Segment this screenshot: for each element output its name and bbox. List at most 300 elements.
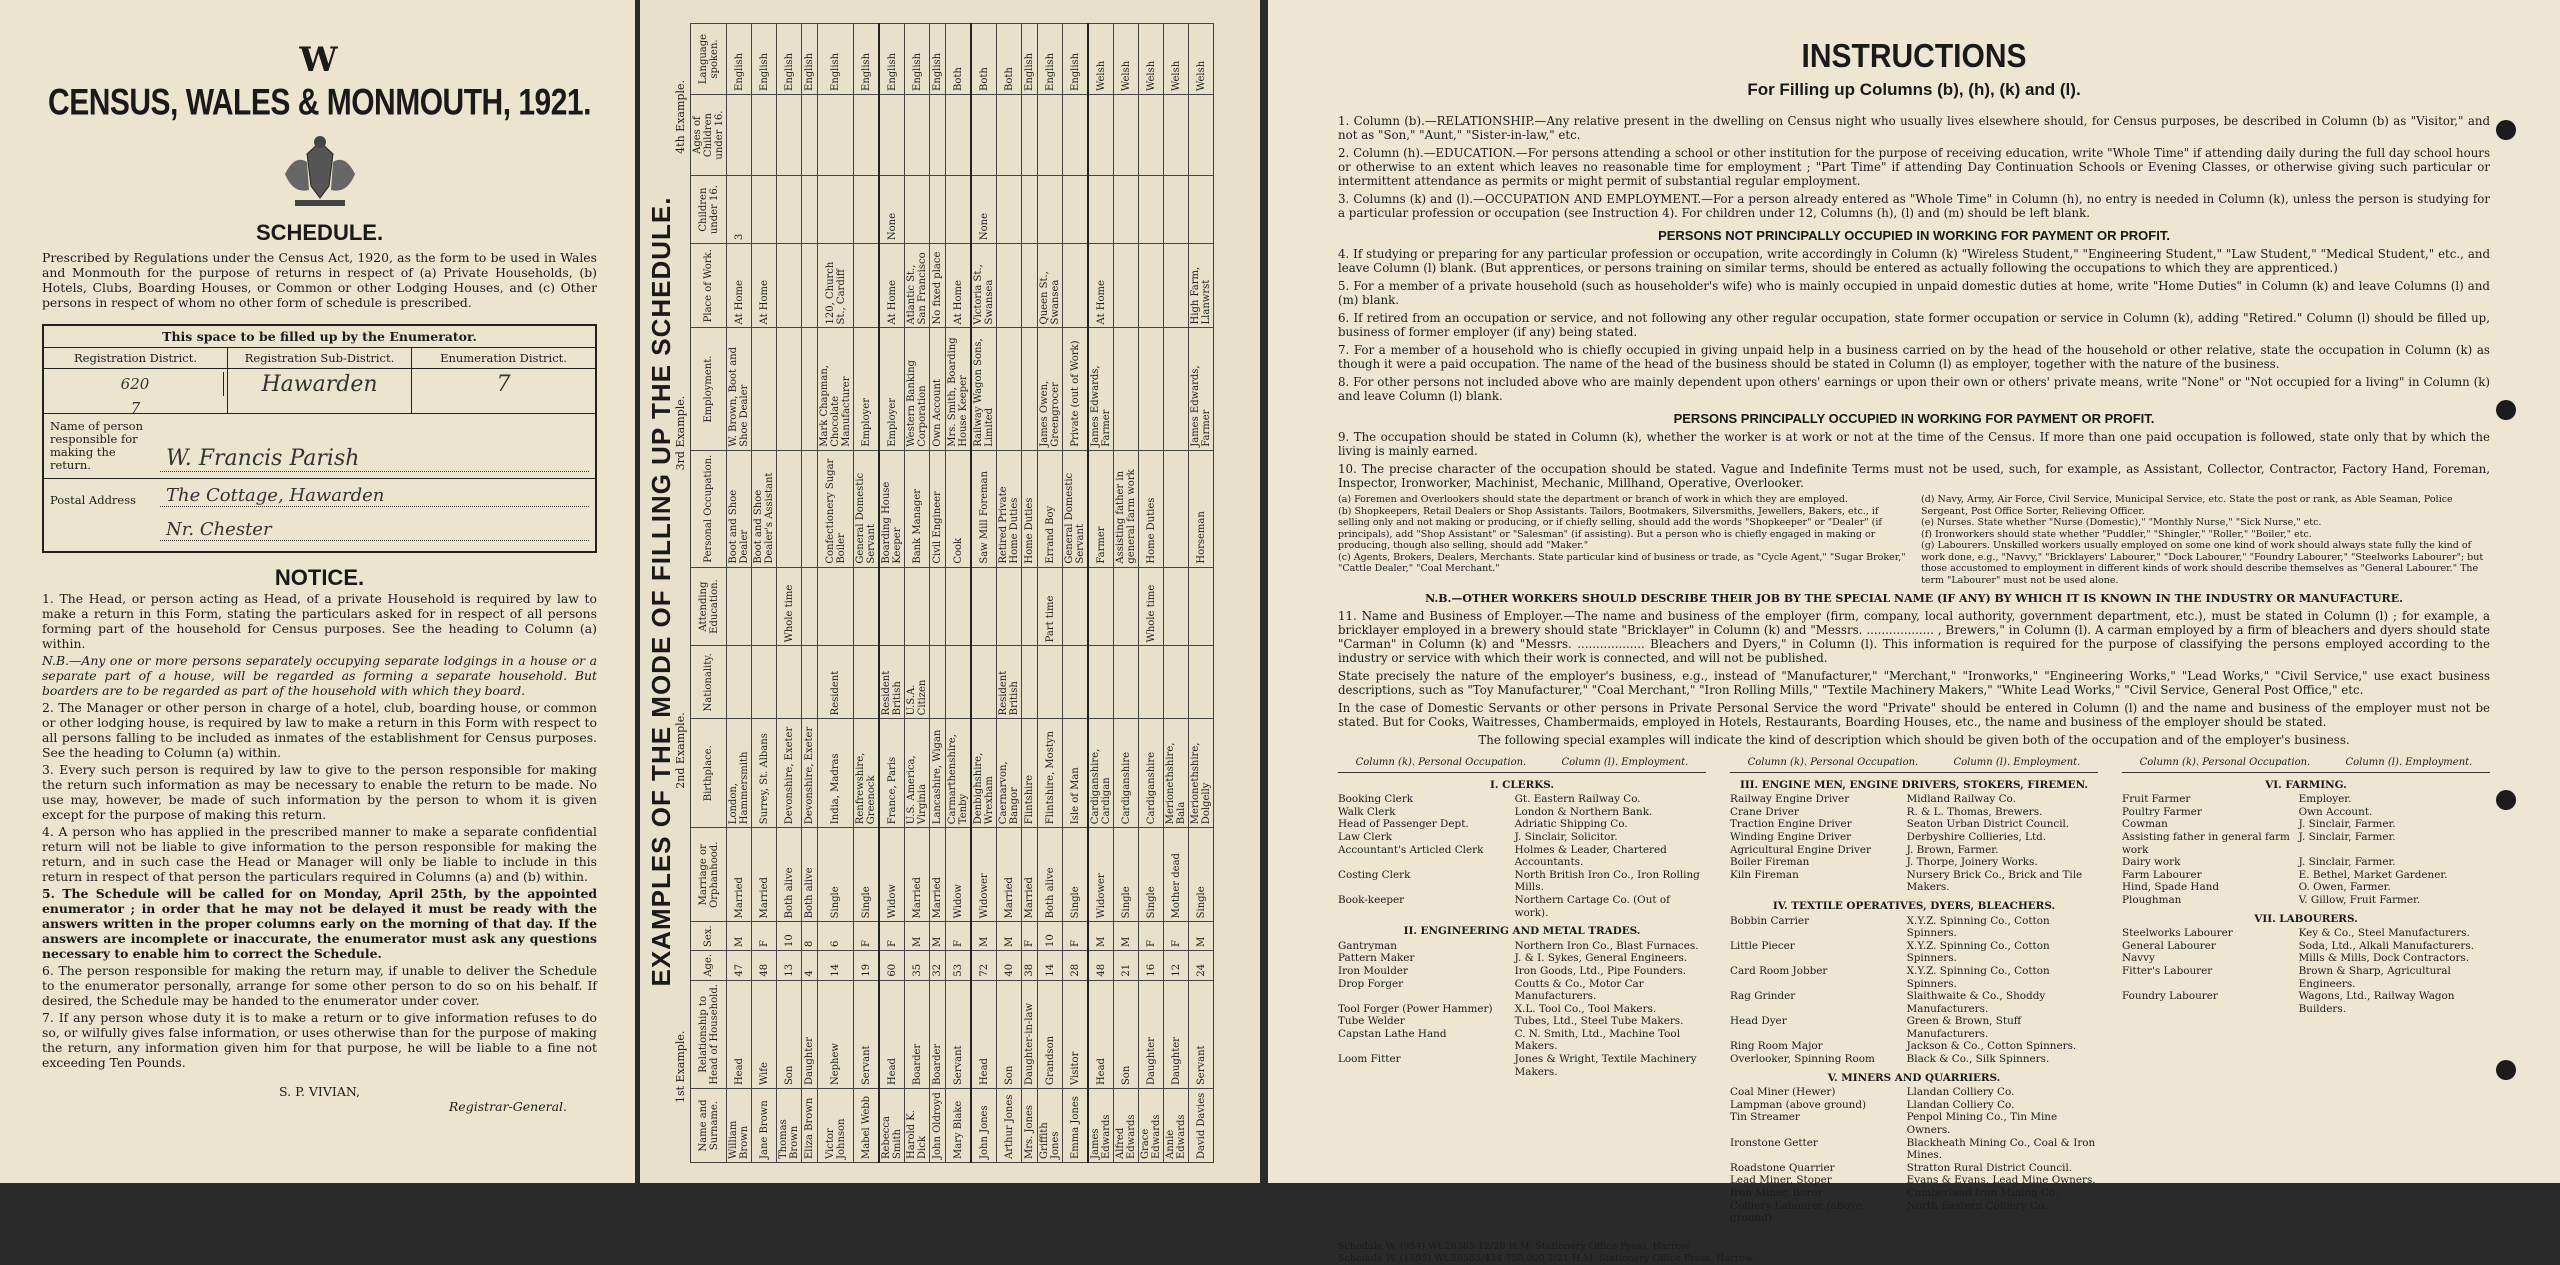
table-cell <box>971 94 997 175</box>
notice-heading: NOTICE. <box>274 565 365 590</box>
list-item <box>2122 952 2490 965</box>
occupation-text: Roadstone Quarrier <box>1730 1161 1835 1174</box>
table-cell: Lancashire, Wigan <box>930 719 946 828</box>
instruction-3: 3. Columns (k) and (l).—OCCUPATION AND EMPLOYMENT.—For a person already entered as "Whole Time" in Column (h), no entry is needed in Column (k), unless the person is studying for a particular profession or occupation (see Instruction 4). For children under 12, Columns (h), (l) and (m) should be left blank. <box>1338 192 2490 220</box>
table-cell: Home Duties <box>1022 450 1038 567</box>
table-cell: Devonshire, Exeter <box>777 719 802 828</box>
list-item <box>1730 940 2098 965</box>
list-item <box>1730 1086 2098 1099</box>
table-cell: Single <box>1063 828 1089 922</box>
table-cell: Carmarthenshire, Tenby <box>946 719 972 828</box>
table-cell: Boarder <box>930 980 946 1088</box>
column-header: Place of Work. <box>691 244 727 328</box>
subnote-c: (c) Agents, Brokers, Dealers, Merchants. State particular kind of business or trade, as "Cycle Agent," "Sugar Broker," "Cattle Dealer," "Coal Merchant." <box>1338 551 1906 574</box>
table-cell: Cook <box>946 450 972 567</box>
table-row <box>1038 24 1063 1163</box>
occupation-text: Lead Miner, Stoper <box>1730 1174 1832 1187</box>
table-cell: Bank Manager <box>905 450 930 567</box>
instruction-2: 2. Column (h).—EDUCATION.—For persons attending a school or other institution for the purpose of receiving education, write "Whole Time" if attending daily during the full day school hours or otherwise to an extent which leaves no reasonable time for employment ; "Part Time" if attending Day Continuation Schools or Evening Classes, or otherwise giving such particular or intermittent attendance as permits or might permit of substantial regular employment. <box>1338 146 2490 188</box>
schedule-heading: SCHEDULE. <box>255 220 384 245</box>
table-cell: 48 <box>1088 950 1114 980</box>
list-item <box>1730 818 2098 831</box>
column-header: Ages of Children under 16. <box>691 94 727 175</box>
table-cell: 47 <box>727 950 752 980</box>
employment-text: Evans & Evans, Lead Mine Owners. <box>1906 1174 2096 1187</box>
table-cell <box>1063 94 1089 175</box>
table-cell <box>1189 567 1214 646</box>
table-cell <box>777 646 802 719</box>
list-item <box>2122 818 2490 831</box>
table-cell: M <box>1114 922 1139 951</box>
table-cell: 3 <box>727 176 752 244</box>
table-cell: Married <box>1022 828 1038 922</box>
enum-district-value: 7 <box>496 372 511 397</box>
table-cell <box>1088 567 1114 646</box>
list-item <box>1338 1028 1706 1053</box>
list-item <box>1730 1137 2098 1162</box>
table-cell <box>1164 328 1189 450</box>
instruction-14: The following special examples will indicate the kind of description which should be given both of the occupation and of the employer's business. <box>1478 733 2350 747</box>
table-cell: Head <box>1088 980 1114 1088</box>
column-header: Name and Surname. <box>691 1089 727 1163</box>
list-item <box>1338 1053 1706 1078</box>
table-cell: Mrs. Jones <box>1022 1089 1038 1163</box>
table-cell <box>1139 94 1164 175</box>
occupation-text: Steelworks Labourer <box>2122 927 2233 940</box>
table-cell: M <box>727 922 752 951</box>
table-cell: Renfrewshire, Greenock <box>854 719 880 828</box>
table-cell: Civil Engineer <box>930 450 946 567</box>
table-cell: Grace Edwards <box>1139 1089 1164 1163</box>
table-cell: Both alive <box>1038 828 1063 922</box>
list-item <box>1338 818 1706 831</box>
reg-district-value-2: 7 <box>130 399 141 417</box>
table-cell: 40 <box>997 950 1022 980</box>
examples-column-2 <box>1730 757 2098 1225</box>
occupation-text: Gantryman <box>1338 939 1397 952</box>
table-cell <box>879 567 905 646</box>
table-cell: India, Madras <box>818 719 854 828</box>
examples-title: EXAMPLES OF THE MODE OF FILLING UP THE SCHEDULE. <box>646 196 676 987</box>
table-cell: English <box>1063 24 1089 95</box>
table-cell: 14 <box>818 950 854 980</box>
table-cell: 12 <box>1164 950 1189 980</box>
list-item <box>1730 1111 2098 1136</box>
table-cell <box>946 646 972 719</box>
table-cell: Assisting father in general farm work <box>1114 450 1139 567</box>
employment-text: O. Owen, Farmer. <box>2298 881 2391 894</box>
table-cell: None <box>971 176 997 244</box>
list-item <box>1338 869 1706 894</box>
employment-text: Stratton Rural District Council. <box>1906 1161 2073 1174</box>
table-cell <box>997 176 1022 244</box>
list-item <box>1730 990 2098 1015</box>
table-cell <box>802 450 818 567</box>
reg-subdistrict-value: Hawarden <box>261 372 378 397</box>
table-cell: Boot and Shoe Dealer <box>727 450 752 567</box>
table-cell: M <box>971 922 997 951</box>
employment-text: Penpol Mining Co., Tin Mine Owners. <box>1906 1111 2058 1137</box>
table-cell: Errand Boy <box>1038 450 1063 567</box>
column-header: Employment. <box>691 328 727 450</box>
table-cell: Cardiganshire <box>1139 719 1164 828</box>
table-cell: Widow <box>946 828 972 922</box>
table-cell <box>802 328 818 450</box>
table-row <box>1022 24 1038 1163</box>
instruction-13: In the case of Domestic Servants or other persons in Private Personal Service the word "Private" should be entered in Column (l) and the name and business of the employer must not be stated. But for Cooks, Waitresses, Chambermaids, employed in Hotels, Restaurants, Boarding Houses, etc., the name and business of the employer should be stated. <box>1338 701 2490 729</box>
column-k-label: Column (k). Personal Occupation. <box>1355 757 1527 768</box>
table-cell: 10 <box>777 922 802 951</box>
table-cell: Head <box>971 980 997 1088</box>
list-item <box>1338 952 1706 965</box>
table-cell: At Home <box>752 244 777 328</box>
instruction-6: 6. If retired from an occupation or service, and not following any other regular occupation, state former occupation or service in Column (k), adding "Retired." Column (l) should be filled up, business of former employer (if any) being stated. <box>1338 311 2490 339</box>
instruction-7: 7. For a member of a household who is chiefly occupied in giving unpaid help in a business carried on by the head of the household or other relative, state the occupation in Column (k) as though it were a paid occupation. The name of the head of the business should be stated in Column (l) as employer, together with the nature of the business. <box>1338 343 2490 371</box>
list-item <box>1730 869 2098 894</box>
table-row <box>1114 24 1139 1163</box>
occupation-text: Winding Engine Driver <box>1730 830 1852 843</box>
column-header: Nationality. <box>691 646 727 719</box>
page-title: CENSUS, WALES & MONMOUTH, 1921. <box>48 81 591 123</box>
table-cell: 48 <box>752 950 777 980</box>
occupation-examples <box>1338 757 2490 1225</box>
employment-text: Wagons, Ltd., Railway Wagon Builders. <box>2298 990 2455 1015</box>
table-cell <box>1022 646 1038 719</box>
list-item <box>2122 927 2490 940</box>
employment-text: Employer. <box>2298 793 2352 806</box>
table-cell: Son <box>777 980 802 1088</box>
table-cell: Boarding House Keeper <box>879 450 905 567</box>
table-cell: Arthur Jones <box>997 1089 1022 1163</box>
table-cell: M <box>997 922 1022 951</box>
table-cell: Isle of Man <box>1063 719 1089 828</box>
signature-name: S. P. VIVIAN, <box>279 1084 360 1099</box>
table-cell: At Home <box>879 244 905 328</box>
table-cell: Both <box>971 24 997 95</box>
table-cell <box>752 176 777 244</box>
table-cell <box>1164 567 1189 646</box>
table-cell <box>1022 567 1038 646</box>
table-cell <box>1164 244 1189 328</box>
table-cell <box>1189 646 1214 719</box>
table-cell: Mother dead <box>1164 828 1189 922</box>
column-l-label: Column (l). Employment. <box>1561 757 1689 768</box>
table-row <box>946 24 972 1163</box>
table-cell: Welsh <box>1088 24 1114 95</box>
table-cell: David Davies <box>1189 1089 1214 1163</box>
list-item <box>1730 965 2098 990</box>
enumerator-box-title: This space to be filled up by the Enumerator. <box>44 326 595 348</box>
footer <box>1338 1241 2490 1265</box>
table-cell <box>777 328 802 450</box>
table-cell: At Home <box>946 244 972 328</box>
table-cell: 8 <box>802 922 818 951</box>
table-cell <box>1022 94 1038 175</box>
occupation-text: Head of Passenger Dept. <box>1338 818 1469 831</box>
table-cell: M <box>930 922 946 951</box>
table-cell: 72 <box>971 950 997 980</box>
table-cell: Daughter <box>1139 980 1164 1088</box>
occupation-text: Loom Fitter <box>1338 1053 1401 1066</box>
table-cell <box>1139 646 1164 719</box>
table-cell <box>1189 94 1214 175</box>
examples-column-1 <box>1338 757 1706 1225</box>
table-cell: Welsh <box>1164 24 1189 95</box>
occupation-text: Hind, Spade Hand <box>2122 881 2220 894</box>
employment-text: Soda, Ltd., Alkali Manufacturers. <box>2298 939 2475 952</box>
table-cell <box>930 176 946 244</box>
example-labels <box>674 20 687 1163</box>
column-header: Marriage or Orphanhood. <box>691 828 727 922</box>
table-cell: 16 <box>1139 950 1164 980</box>
employment-text: J. Thorpe, Joinery Works. <box>1906 856 2038 869</box>
table-cell: F <box>1063 922 1089 951</box>
table-cell <box>818 176 854 244</box>
table-cell <box>727 646 752 719</box>
occupation-text: Iron Miner, Borer <box>1730 1187 1823 1199</box>
list-item <box>1730 856 2098 869</box>
employment-text: Blackheath Mining Co., Coal & Iron Mines. <box>1906 1136 2096 1162</box>
example-label: 2nd Example. <box>674 712 687 789</box>
table-row <box>905 24 930 1163</box>
table-cell <box>1063 646 1089 719</box>
table-cell <box>727 94 752 175</box>
notice-item: 6. The person responsible for making the return may, if unable to deliver the Schedule to the enumerator personally, arrange for some other person to do so on his behalf. If desired, the Schedule may be handed to the enumerator under cover. <box>42 963 597 1008</box>
table-cell: Both <box>997 24 1022 95</box>
table-cell: Married <box>997 828 1022 922</box>
employment-text: Mills & Mills, Dock Contractors. <box>2298 952 2470 965</box>
table-cell <box>1063 244 1089 328</box>
list-item <box>1338 1003 1706 1016</box>
table-cell: Merionethshire, Bala <box>1164 719 1189 828</box>
table-cell <box>1038 646 1063 719</box>
list-item <box>2122 881 2490 894</box>
instruction-8: 8. For other persons not included above who are mainly dependent upon others' earnings or upon their own or others' private means, write "None" or "Not occupied for a living" in Column (k) and leave Column (l) blank. <box>1338 375 2490 403</box>
occupation-text: Railway Engine Driver <box>1730 793 1850 806</box>
list-item <box>1338 978 1706 1003</box>
section-heading-not-occupied: PERSONS NOT PRINCIPALLY OCCUPIED IN WORKING FOR PAYMENT OR PROFIT. <box>1658 228 2170 243</box>
occupation-text: Law Clerk <box>1338 830 1392 843</box>
list-item <box>1338 894 1706 919</box>
examples-section-heading: IV. TEXTILE OPERATIVES, DYERS, BLEACHERS. <box>1772 899 2056 912</box>
table-cell: Resident <box>818 646 854 719</box>
occupation-text: Coal Miner (Hewer) <box>1730 1086 1836 1099</box>
table-cell: William Brown <box>727 1089 752 1163</box>
table-cell: Visitor <box>1063 980 1089 1088</box>
table-cell: Married <box>905 828 930 922</box>
occupation-subnotes <box>1338 494 2490 586</box>
table-cell: Mark Chapman, Chocolate Manufacturer <box>818 328 854 450</box>
employment-text: J. & I. Sykes, General Engineers. <box>1514 952 1688 965</box>
list-item <box>2122 793 2490 806</box>
table-cell: English <box>1038 24 1063 95</box>
table-cell <box>777 176 802 244</box>
table-cell: Married <box>752 828 777 922</box>
occupation-text: Bobbin Carrier <box>1730 914 1810 927</box>
table-cell <box>905 94 930 175</box>
employment-text: X.Y.Z. Spinning Co., Cotton Spinners. <box>1906 914 2050 940</box>
punch-hole-icon <box>2496 120 2516 140</box>
employment-text: Llandan Colliery Co. <box>1906 1086 2015 1099</box>
table-cell: English <box>1022 24 1038 95</box>
occupation-text: Accountant's Articled Clerk <box>1338 843 1484 856</box>
table-row <box>777 24 802 1163</box>
table-cell: Victor Johnson <box>818 1089 854 1163</box>
table-cell: Daughter <box>1164 980 1189 1088</box>
table-cell <box>1139 176 1164 244</box>
occupation-text: General Labourer <box>2122 939 2216 952</box>
table-cell: Whole time <box>777 567 802 646</box>
table-cell: M <box>1189 922 1214 951</box>
table-cell: High Farm, Llanwrst <box>1189 244 1214 328</box>
occupation-text: Fitter's Labourer <box>2122 964 2213 977</box>
table-row <box>1088 24 1114 1163</box>
instruction-1: 1. Column (b).—RELATIONSHIP.—Any relative present in the dwelling on Census night who usually lives elsewhere should, for Census purposes, be described in Column (b) as "Visitor," and not as "Son," "Aunt," "Sister-in-law," etc. <box>1338 114 2490 142</box>
table-cell: Employer <box>879 328 905 450</box>
table-cell: John Jones <box>971 1089 997 1163</box>
examples-page <box>640 0 1260 1183</box>
examples-section-heading: II. ENGINEERING AND METAL TRADES. <box>1403 925 1641 938</box>
table-cell: M <box>905 922 930 951</box>
occupation-text: Dairy work <box>2122 856 2181 869</box>
employment-text: C. N. Smith, Ltd., Machine Tool Makers. <box>1514 1027 1681 1053</box>
postal-address-label: Postal Address <box>50 493 137 507</box>
occupation-text: Farm Labourer <box>2122 868 2202 881</box>
table-cell: Thomas Brown <box>777 1089 802 1163</box>
table-cell: Cardiganshire <box>1114 719 1139 828</box>
table-cell: English <box>777 24 802 95</box>
table-cell: Nephew <box>818 980 854 1088</box>
table-cell: Railway Wagon Sons, Limited <box>971 328 997 450</box>
table-cell <box>930 94 946 175</box>
examples-section-heading: V. MINERS AND QUARRIERS. <box>1827 1071 2001 1084</box>
table-cell: Widower <box>971 828 997 922</box>
employment-text: Adriatic Shipping Co. <box>1514 818 1628 831</box>
census-logo: W <box>299 40 340 80</box>
list-item <box>1338 1015 1706 1028</box>
employment-text: Black & Co., Silk Spinners. <box>1906 1053 2050 1066</box>
table-cell: 13 <box>777 950 802 980</box>
table-cell: Married <box>930 828 946 922</box>
table-cell: 60 <box>879 950 905 980</box>
table-cell <box>1164 94 1189 175</box>
table-cell <box>1114 244 1139 328</box>
table-cell: France, Paris <box>879 719 905 828</box>
employment-text: Midland Railway Co. <box>1906 793 2016 806</box>
instructions-title: INSTRUCTIONS <box>1801 38 2027 75</box>
table-cell <box>971 567 997 646</box>
table-cell: U.S. America, Virginia <box>905 719 930 828</box>
list-item <box>1338 965 1706 978</box>
table-cell <box>854 176 880 244</box>
table-cell: London, Hammersmith <box>727 719 752 828</box>
employment-text: Own Account. <box>2298 805 2373 818</box>
table-cell <box>802 244 818 328</box>
subnote-b: (b) Shopkeepers, Retail Dealers or Shop Assistants. Tailors, Bootmakers, Silversmiths, Jewellers, Bakers, etc., if selling only and not making or producing, or if chiefly selling, should add the words "Shopkeeper" or "Dealer" (if principals), add "Shop Assistant" or "Salesman" (if assisting). But a person who is chiefly engaged in making or producing, though also selling, should add "Maker." <box>1338 505 1882 551</box>
occupation-text: Rag Grinder <box>1730 990 1796 1003</box>
table-row <box>879 24 905 1163</box>
list-item <box>2122 806 2490 819</box>
list-item <box>2122 940 2490 953</box>
table-cell: Private (out of Work) <box>1063 328 1089 450</box>
list-item <box>1730 793 2098 806</box>
table-cell <box>930 646 946 719</box>
employment-text: Holmes & Leader, Chartered Accountants. <box>1514 843 1667 869</box>
example-label: 3rd Example. <box>674 395 687 471</box>
column-l-label: Column (l). Employment. <box>1953 757 2081 768</box>
table-cell: English <box>727 24 752 95</box>
column-header: Children under 16. <box>691 176 727 244</box>
table-cell: 24 <box>1189 950 1214 980</box>
table-cell <box>802 94 818 175</box>
employment-text: Green & Brown, Stuff Manufacturers. <box>1906 1015 2022 1040</box>
footer-line: Schedule W. (1595) Wt.26585/424 750,000 2/21 H.M. Stationery Office Press, Harrow <box>1338 1252 1754 1264</box>
examples-header <box>2122 757 2490 773</box>
table-cell: English <box>802 24 818 95</box>
table-cell <box>1114 94 1139 175</box>
table-cell: Queen St., Swansea <box>1038 244 1063 328</box>
list-item <box>2122 831 2490 856</box>
table-cell <box>752 94 777 175</box>
table-cell <box>1022 176 1038 244</box>
list-item <box>1730 1053 2098 1066</box>
table-row <box>727 24 752 1163</box>
table-cell <box>1022 328 1038 450</box>
table-cell <box>946 94 972 175</box>
table-cell: Wife <box>752 980 777 1088</box>
employment-text: J. Brown, Farmer. <box>1906 843 1999 856</box>
subnote-d: (d) Navy, Army, Air Force, Civil Service, Municipal Service, etc. State the post or rank, as Able Seaman, Police Sergeant, Post Office Sorter, Relieving Officer. <box>1921 494 2453 517</box>
table-cell: Rebecca Smith <box>879 1089 905 1163</box>
table-cell: F <box>946 922 972 951</box>
table-cell: Boot and Shoe Dealer's Assistant <box>752 450 777 567</box>
table-cell <box>1139 328 1164 450</box>
table-cell: 21 <box>1114 950 1139 980</box>
occupation-text: Little Piecer <box>1730 939 1795 952</box>
table-row <box>802 24 818 1163</box>
list-item <box>1338 806 1706 819</box>
responsible-person-label: Name of person responsible for making the return. <box>50 419 144 472</box>
table-cell: Son <box>997 980 1022 1088</box>
employment-text: Slaithwaite & Co., Shoddy Manufacturers. <box>1906 990 2046 1015</box>
table-row <box>1063 24 1089 1163</box>
employment-text: R. & L. Thomas, Brewers. <box>1906 805 2043 818</box>
employment-text: Northern Cartage Co. (Out of work). <box>1514 893 1670 919</box>
table-cell <box>1063 567 1089 646</box>
occupation-text: Crane Driver <box>1730 805 1799 818</box>
column-header: Birthplace. <box>691 719 727 828</box>
column-k-label: Column (k). Personal Occupation. <box>1747 757 1919 768</box>
table-cell: English <box>752 24 777 95</box>
royal-coat-of-arms-icon <box>275 134 365 214</box>
employment-text: Tubes, Ltd., Steel Tube Makers. <box>1514 1015 1684 1028</box>
table-cell: Jane Brown <box>752 1089 777 1163</box>
occupation-text: Booking Clerk <box>1338 793 1414 806</box>
employment-text: Seaton Urban District Council. <box>1906 818 2070 831</box>
table-cell <box>752 646 777 719</box>
table-cell <box>1038 176 1063 244</box>
table-cell: 19 <box>854 950 880 980</box>
list-item <box>1730 1015 2098 1040</box>
table-cell: F <box>1164 922 1189 951</box>
table-cell: Welsh <box>1139 24 1164 95</box>
employment-text: Northern Iron Co., Blast Furnaces. <box>1514 939 1699 952</box>
table-cell: James Edwards, Farmer <box>1189 328 1214 450</box>
list-item <box>1730 915 2098 940</box>
table-cell: Both <box>946 24 972 95</box>
table-cell: Victoria St., Swansea <box>971 244 997 328</box>
table-cell <box>905 176 930 244</box>
